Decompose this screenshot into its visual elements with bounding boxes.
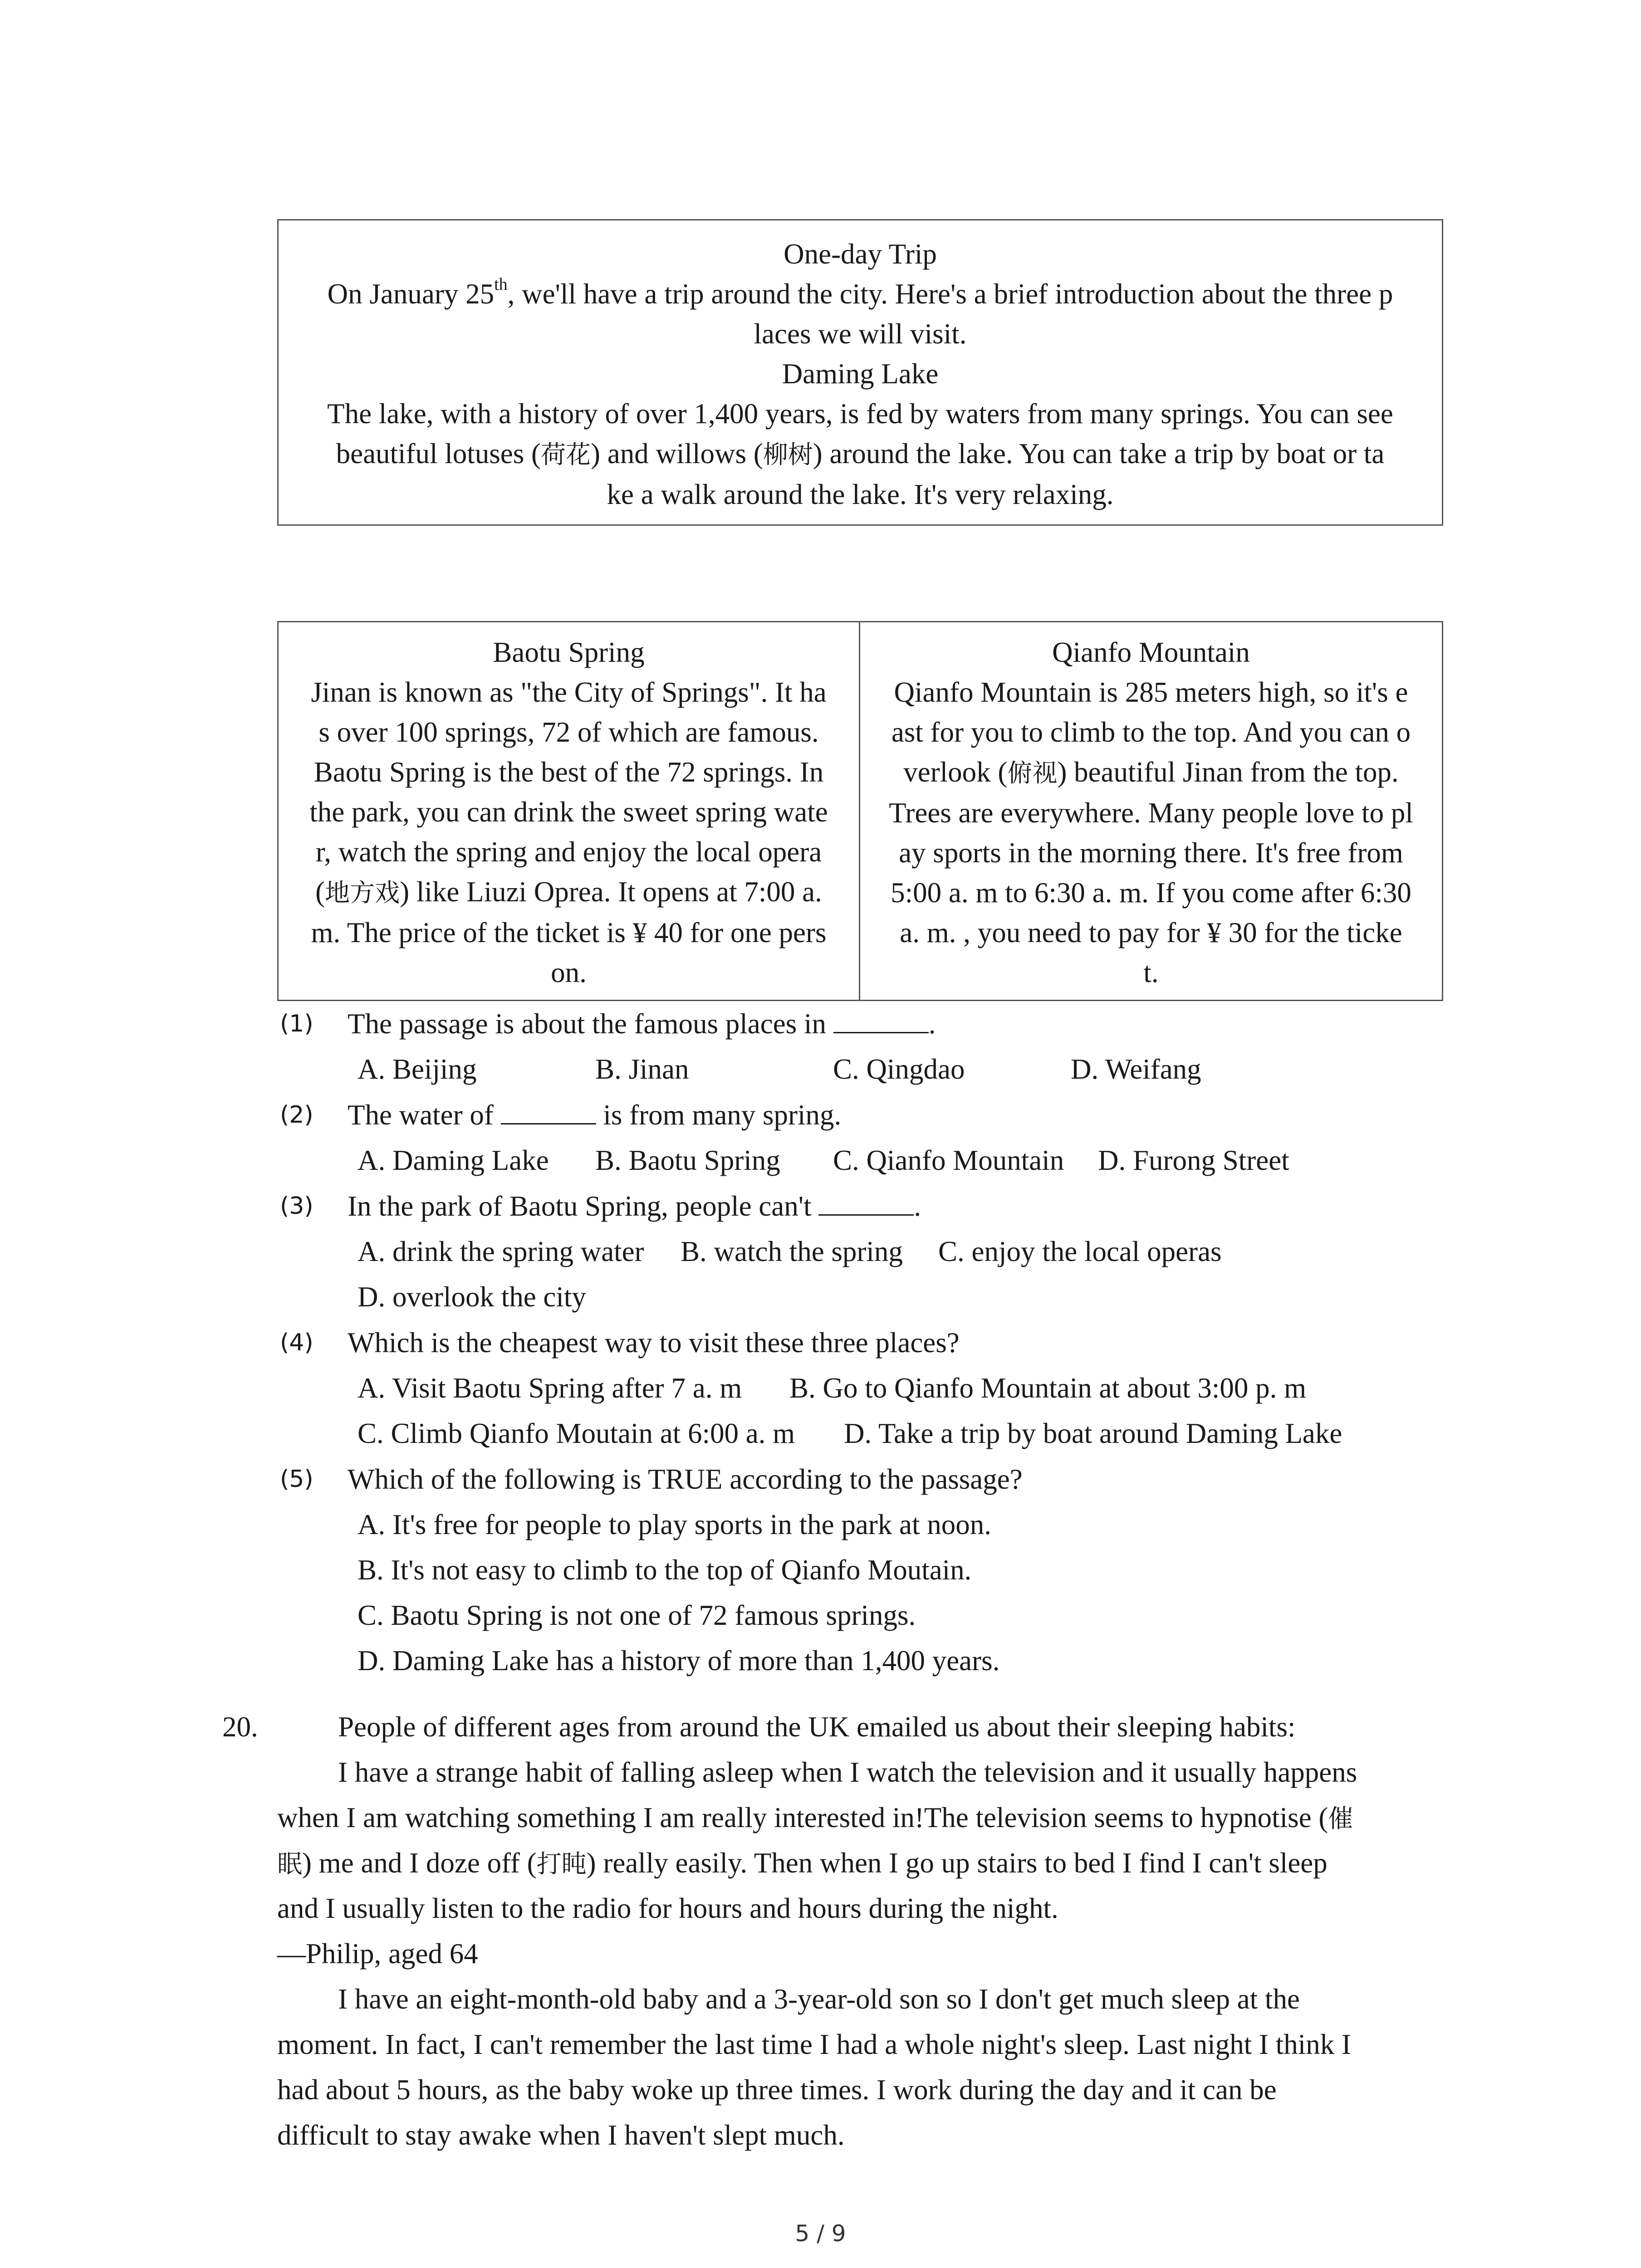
baotu-title: Baotu Spring (493, 636, 645, 668)
baotu-line: m. The price of the ticket is ¥ 40 for one pers (311, 917, 827, 948)
passage-line: and I usually listen to the radio for hours and hours during the night. (277, 1892, 1058, 1924)
qianfo-line: Qianfo Mountain is 285 meters high, so it's e (894, 676, 1408, 708)
option-b[interactable]: B. Go to Qianfo Mountain at about 3:00 p. m (789, 1372, 1307, 1404)
question-text: . (928, 1008, 936, 1040)
intro-line (279, 274, 1442, 314)
qianfo-line: t. (1143, 957, 1159, 988)
baotu-line: the park, you can drink the sweet spring wate (309, 796, 828, 828)
chinese-gloss: 眠 (277, 1849, 303, 1878)
question-number: (3) (280, 1193, 314, 1220)
answer-blank[interactable] (501, 1095, 596, 1124)
option-a[interactable]: A. drink the spring water (358, 1236, 644, 1267)
passage-line: had about 5 hours, as the baby woke up three times. I work during the day and it can be (277, 2074, 1277, 2106)
question-number: 20. (222, 1711, 258, 1743)
chinese-gloss: 柳树 (763, 440, 813, 469)
baotu-text: ( (315, 876, 325, 908)
chinese-gloss: 打盹 (536, 1849, 587, 1878)
intro-text: On January 25 (327, 278, 495, 310)
option-b[interactable]: B. watch the spring (681, 1236, 903, 1267)
qianfo-line: 5:00 a. m to 6:30 a. m. If you come after 6:30 (891, 877, 1411, 909)
question-number: (4) (280, 1329, 314, 1356)
baotu-line: r, watch the spring and enjoy the local opera (315, 836, 822, 868)
option-a[interactable]: A. Daming Lake (358, 1144, 549, 1176)
passage-intro: People of different ages from around the UK emailed us about their sleeping habits: (338, 1711, 1296, 1743)
question-number: (5) (280, 1466, 314, 1493)
trip-title: One-day Trip (784, 238, 937, 270)
question-stem (348, 1001, 936, 1047)
chinese-gloss: 荷花 (541, 440, 591, 469)
question-text: The passage is about the famous places in (348, 1008, 833, 1040)
passage-text: when I am watching something I am really interested in!The television seems to hypnotise ( (277, 1802, 1328, 1833)
question-text: . (914, 1190, 921, 1222)
option-c[interactable]: C. Climb Qianfo Moutain at 6:00 a. m (358, 1418, 795, 1449)
answer-blank[interactable] (818, 1186, 914, 1216)
question-stem (348, 1183, 921, 1229)
passage-text: ) really easily. Then when I go up stairs to bed I find I can't sleep (586, 1847, 1327, 1879)
lake-line-2 (279, 434, 1442, 474)
question-text: The water of (348, 1099, 501, 1131)
baotu-cell (279, 622, 860, 1000)
question-number: (1) (280, 1010, 314, 1037)
baotu-line: s over 100 springs, 72 of which are famous. (318, 716, 819, 748)
qianfo-line: Trees are everywhere. Many people love to pl (889, 797, 1413, 829)
option-d[interactable]: D. overlook the city (358, 1281, 586, 1313)
baotu-text: ) like Liuzi Oprea. It opens at 7:00 a. (400, 876, 822, 908)
chinese-gloss: 催 (1328, 1804, 1353, 1833)
option-b[interactable]: B. Baotu Spring (595, 1144, 780, 1176)
page-number: 5 / 9 (795, 2220, 846, 2247)
qianfo-text: ) beautiful Jinan from the top. (1057, 756, 1399, 788)
baotu-line: on. (551, 957, 587, 988)
qianfo-cell (860, 622, 1442, 1000)
passage-text: ) me and I doze off ( (302, 1847, 537, 1879)
question-number: (2) (280, 1101, 314, 1129)
lake-text: beautiful lotuses ( (336, 438, 541, 469)
baotu-line (289, 872, 849, 913)
option-b[interactable]: B. It's not easy to climb to the top of Qianfo Moutain. (358, 1554, 972, 1586)
option-d[interactable]: D. Furong Street (1098, 1144, 1289, 1176)
intro-line-2: laces we will visit. (754, 318, 967, 350)
qianfo-line: ast for you to climb to the top. And you can o (891, 716, 1411, 748)
lake-text: ) and willows ( (591, 438, 763, 469)
option-c[interactable]: C. Qingdao (833, 1053, 965, 1085)
qianfo-title: Qianfo Mountain (1052, 636, 1250, 668)
qianfo-line: a. m. , you need to pay for ¥ 30 for the ticke (900, 917, 1402, 948)
baotu-line: Baotu Spring is the best of the 72 springs. In (314, 756, 824, 788)
places-table (277, 621, 1443, 1001)
option-a[interactable]: A. Visit Baotu Spring after 7 a. m (358, 1372, 742, 1404)
chinese-gloss: 俯视 (1007, 758, 1058, 787)
option-c[interactable]: C. Baotu Spring is not one of 72 famous springs. (358, 1599, 916, 1631)
passage-line: I have an eight-month-old baby and a 3-year-old son so I don't get much sleep at the (338, 1983, 1300, 2015)
option-a[interactable]: A. Beijing (358, 1053, 477, 1085)
intro-box (277, 219, 1443, 526)
option-d[interactable]: D. Daming Lake has a history of more than 1,400 years. (358, 1645, 1000, 1677)
passage-line (277, 1795, 1353, 1842)
passage-line: moment. In fact, I can't remember the last time I had a whole night's sleep. Last night I think I (277, 2028, 1352, 2060)
question-text: is from many spring. (596, 1099, 842, 1131)
baotu-line: Jinan is known as "the City of Springs". It ha (311, 676, 827, 708)
lake-line-3: ke a walk around the lake. It's very relaxing. (607, 479, 1114, 510)
option-d[interactable]: D. Take a trip by boat around Daming Lake (844, 1418, 1342, 1449)
option-b[interactable]: B. Jinan (595, 1053, 689, 1085)
intro-text: , we'll have a trip around the city. Here's a brief introduction about the three p (507, 278, 1393, 310)
superscript: th (494, 275, 508, 294)
option-a[interactable]: A. It's free for people to play sports in the park at noon. (358, 1509, 991, 1540)
question-stem (348, 1092, 841, 1138)
qianfo-text: verlook ( (903, 756, 1008, 788)
lake-line-1: The lake, with a history of over 1,400 years, is fed by waters from many springs. You can see (327, 398, 1393, 430)
answer-blank[interactable] (833, 1004, 929, 1033)
passage-line: difficult to stay awake when I haven't slept much. (277, 2119, 845, 2151)
qianfo-line: ay sports in the morning there. It's free from (899, 837, 1403, 869)
passage-line (277, 1840, 1327, 1887)
option-d[interactable]: D. Weifang (1071, 1053, 1201, 1085)
qianfo-line (870, 752, 1432, 793)
passage-signature: —Philip, aged 64 (277, 1938, 478, 1970)
question-stem: Which of the following is TRUE according to the passage? (348, 1463, 1023, 1495)
chinese-gloss: 地方戏 (325, 878, 400, 907)
option-c[interactable]: C. enjoy the local operas (938, 1236, 1222, 1267)
lake-title: Daming Lake (782, 358, 939, 390)
option-c[interactable]: C. Qianfo Mountain (833, 1144, 1064, 1176)
passage-line: I have a strange habit of falling asleep when I watch the television and it usually happens (338, 1756, 1357, 1788)
question-stem: Which is the cheapest way to visit these three places? (348, 1327, 960, 1359)
lake-text: ) around the lake. You can take a trip by boat or ta (813, 438, 1385, 469)
question-text: In the park of Baotu Spring, people can't (348, 1190, 819, 1222)
